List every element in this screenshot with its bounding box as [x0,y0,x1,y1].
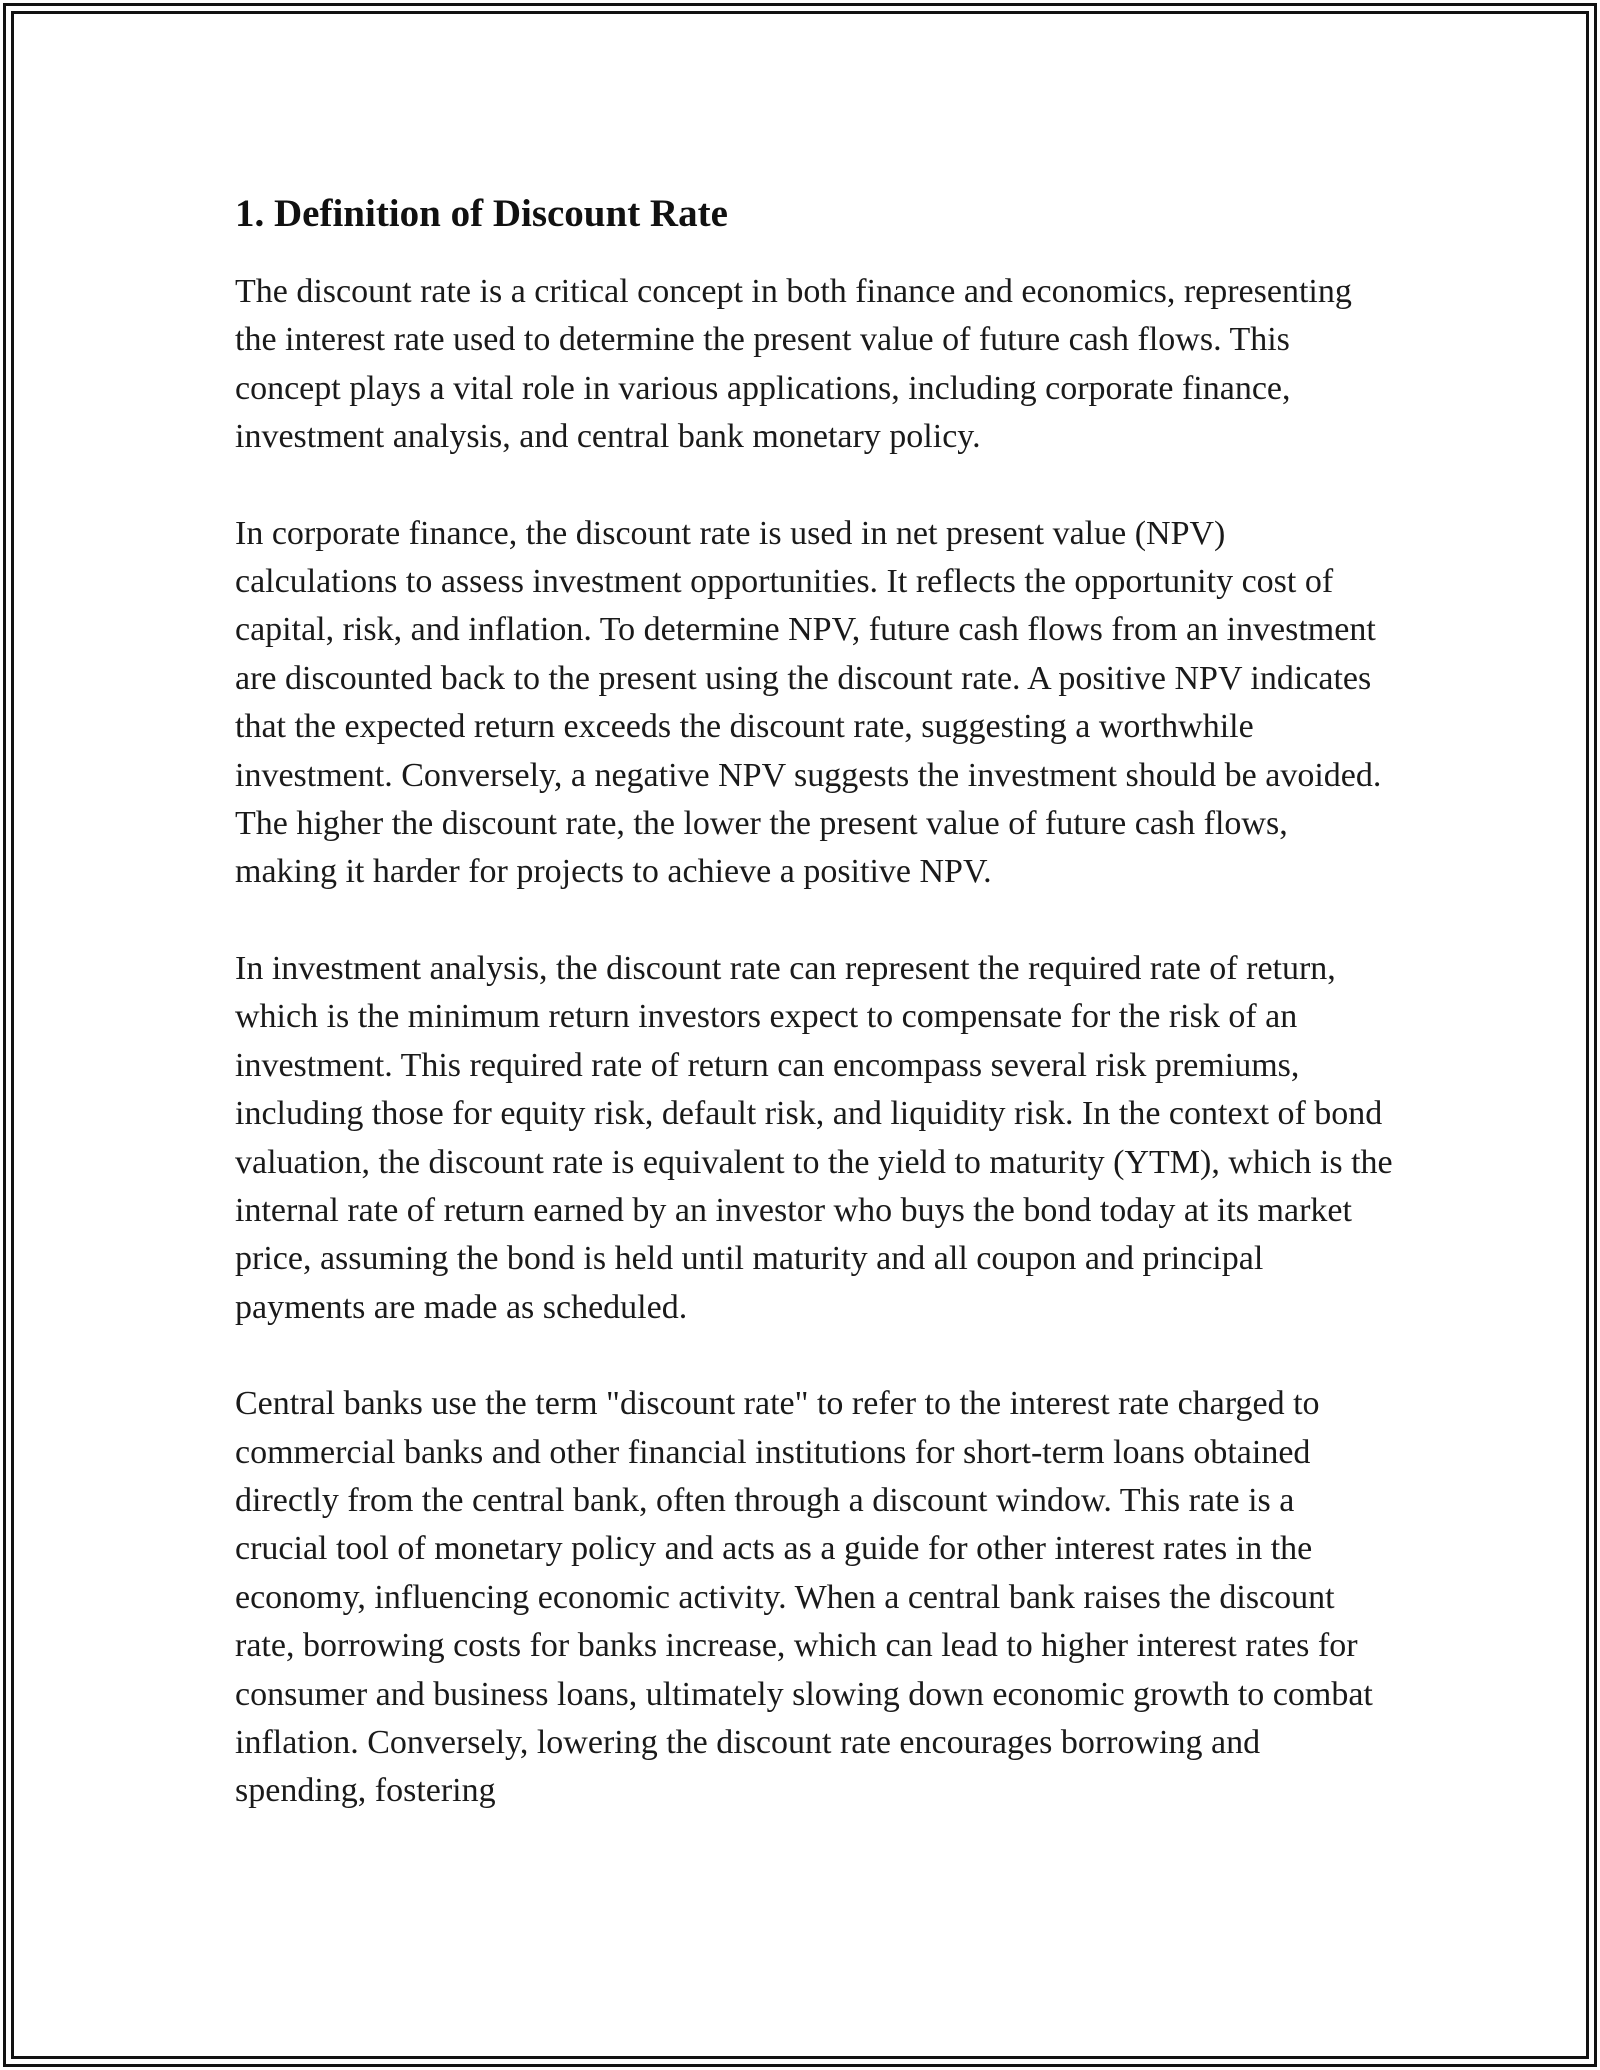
section-heading: 1. Definition of Discount Rate [235,192,728,235]
paragraph-investment-analysis: In investment analysis, the discount rate can represent the required rate of return, which is the minimum return investors expect to compensate for the risk of an investment. This required rate of return can encompass several risk premiums, including those for equity risk, default risk, and liquidity risk. In the context of bond valuation, the discount rate is equivalent to the yield to maturity (YTM), which is the internal rate of return earned by an investor who buys the bond today at its market price, assuming the bond is held until maturity and all coupon and principal payments are made as scheduled. [235,949,1393,1326]
document-body [235,186,1395,1864]
paragraph-central-banks: Central banks use the term "discount rate" to refer to the interest rate charged to commercial banks and other financial institutions for short-term loans obtained directly from the central bank, often through a discount window. This rate is a crucial tool of monetary policy and acts as a guide for other interest rates in the economy, influencing economic activity. When a central bank raises the discount rate, borrowing costs for banks increase, which can lead to higher interest rates for consumer and business loans, ultimately slowing down economic growth to combat inflation. Conversely, lowering the discount rate encourages borrowing and spending, fostering [235,1385,1373,1810]
paragraph-corporate-finance: In corporate finance, the discount rate is used in net present value (NPV) calculations to assess investment opportunities. It reflects the opportunity cost of capital, risk, and inflation. To determine NPV, future cash flows from an investment are discounted back to the present using the discount rate. A positive NPV indicates that the expected return exceeds the discount rate, suggesting a worthwhile investment. Conversely, a negative NPV suggests the investment should be avoided. The higher the discount rate, the lower the present value of future cash flows, making it harder for projects to achieve a positive NPV. [235,514,1382,891]
paragraph-intro: The discount rate is a critical concept in both finance and economics, representing the interest rate used to determine the present value of future cash flows. This concept plays a vital role in various applications, including corporate finance, investment analysis, and central bank monetary policy. [235,273,1352,456]
